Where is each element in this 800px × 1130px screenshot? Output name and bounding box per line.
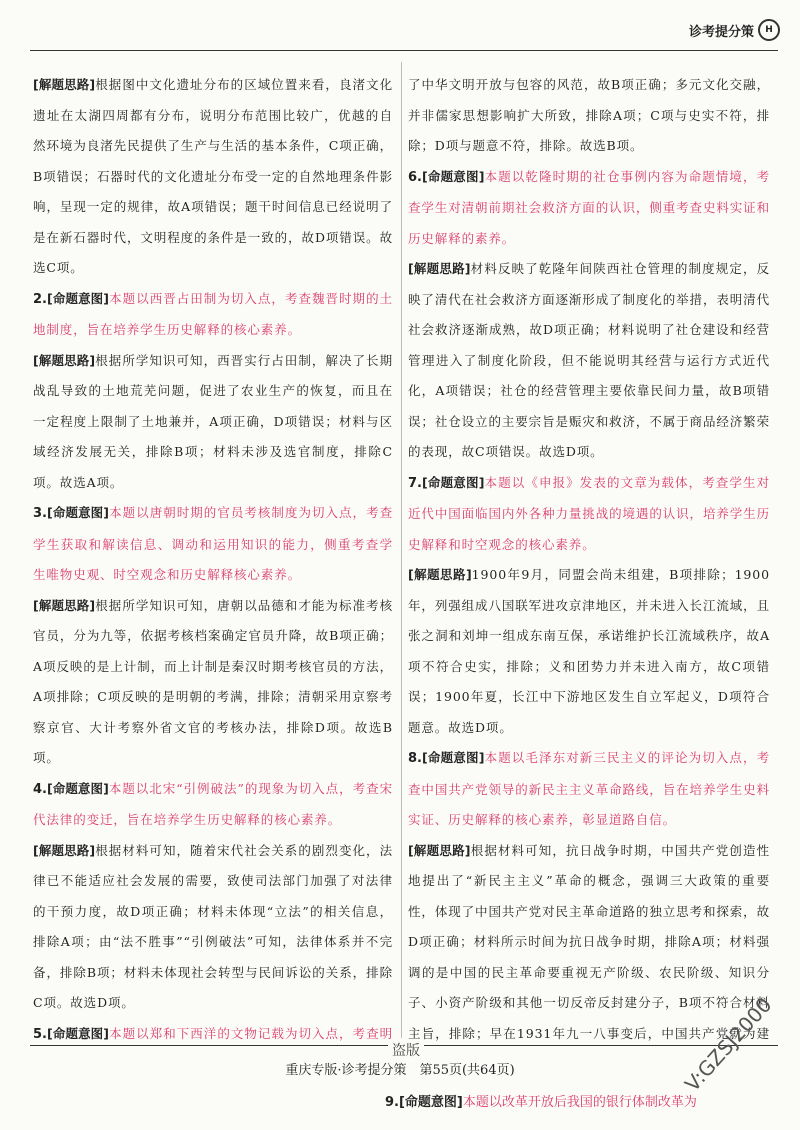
section-tag: [命题意图] bbox=[46, 505, 110, 520]
paragraph-text: 根据材料可知，随着宋代社会关系的剧烈变化，法律已不能适应社会发展的需要，致使司法部门加强了对法律的干预力度，故D项正确；材料未体现“立法”的相关信息，排除A项；由“法不胜事”“引例破法”可知，法律体系并不完备，排除B项；材料未体现社会转型与民间诉讼的关系，排除C项。故选D项。 bbox=[33, 842, 393, 1010]
question-number: 7. bbox=[408, 475, 422, 491]
question-number: 5. bbox=[33, 1026, 47, 1042]
section-tag: [解题思路] bbox=[33, 597, 96, 613]
question-number: 4. bbox=[33, 781, 47, 797]
section-tag: [解题思路] bbox=[33, 352, 96, 368]
paragraph-text: 本题以《申报》发表的文章为载体，考查学生对近代中国面临国内外各种力量挑战的境遇的认识，培养学生历史解释和时空观念的核心素养。 bbox=[408, 474, 770, 552]
intent-paragraph bbox=[33, 498, 393, 591]
brand-logo-icon: H bbox=[758, 19, 780, 41]
solution-paragraph bbox=[33, 591, 393, 774]
section-tag: [命题意图] bbox=[421, 474, 485, 490]
page-header bbox=[689, 14, 780, 46]
paragraph-text: 根据所学知识可知，唐朝以品德和才能为标准考核官员，分为九等，依据考核档案确定官员升降，故B项正确；A项反映的是上计制，而上计制是秦汉时期考核官员的方法，A项排除；C项反映的是明朝的考满，排除；清朝采用京察考察京官、大计考察外省文官的考核办法，排除D项。故选B项。 bbox=[33, 597, 393, 765]
paragraph-text: 本题以郑和下西洋的文物记载为切入点，考查明 bbox=[109, 1025, 393, 1041]
solution-paragraph bbox=[33, 70, 393, 284]
paragraph-text: 本题以唐朝时期的官员考核制度为切入点，考查学生获取和解读信息、调动和运用知识的能力，侧重考查学生唯物史观、时空观念和历史解释核心素养。 bbox=[33, 505, 393, 582]
paragraph-text: 1900年9月，同盟会尚未组建，B项排除；1900年，列强组成八国联军进攻京津地区，并未进入长江流域，且张之洞和刘坤一组成东南互保，承诺维护长江流域秩序，故A项不符合史实，排除；义和团势力并未进入南方，故C项错误；1900年夏，长江中下游地区发生自立军起义，D项符合题意。故选D项。 bbox=[408, 567, 770, 735]
intent-paragraph bbox=[408, 743, 770, 836]
section-tag: [命题意图] bbox=[398, 1095, 463, 1110]
section-tag: [解题思路] bbox=[33, 77, 96, 92]
section-tag: [解题思路] bbox=[33, 842, 96, 858]
header-rule bbox=[30, 50, 778, 51]
section-tag: [命题意图] bbox=[46, 780, 109, 796]
solution-paragraph bbox=[408, 254, 770, 468]
section-tag: [命题意图] bbox=[46, 1025, 110, 1041]
solution-paragraph bbox=[33, 346, 393, 499]
section-text: 本题以改革开放后我国的银行体制改革为 bbox=[462, 1095, 697, 1110]
paragraph-text: 根据图中文化遗址分布的区域位置来看，良渚文化遗址在太湖四周都有分布，说明分布范围比较广，优越的自然环境为良渚先民提供了生产与生活的基本条件，C项正确，B项错误；石器时代的文化遗址分布受一定的自然地理条件影响，呈现一定的规律，故A项错误；题干时间信息已经说明了是在新石器时代，文明程度的条件是一致的，故D项错误。故选C项。 bbox=[33, 77, 393, 275]
section-tag: [解题思路] bbox=[408, 842, 471, 858]
paragraph-text: 本题以乾隆时期的社仓事例内容为命题情境，考查学生对清朝前期社会救济方面的认识，侧重考查史料实证和历史解释的素养。 bbox=[408, 168, 770, 246]
section-tag: [解题思路] bbox=[408, 261, 471, 276]
section-tag: [解题思路] bbox=[408, 567, 472, 582]
question-number: 2. bbox=[33, 291, 47, 307]
section-tag: [命题意图] bbox=[46, 290, 110, 306]
page-footer: 重庆专版·诊考提分策 第55页(共64页) bbox=[285, 1063, 515, 1078]
paragraph-text: 本题以北宋“引例破法”的现象为切入点，考查宋代法律的变迁，旨在培养学生历史解释的核心素养。 bbox=[33, 780, 393, 827]
paragraph-text: 材料反映了乾隆年间陕西社仓管理的制度规定，反映了清代在社会救济方面逐渐形成了制度化的举措，表明清代社会救济逐渐成熟，故D项正确；材料说明了社仓建设和经营管理进入了制度化阶段，但不能说明其经营与运行方式近代化，A项错误；社仓的经营管理主要依靠民间力量，故B项错误；社仓设立的主要宗旨是赈灾和救济，不属于商品经济繁荣的表现，故C项错误。故选D项。 bbox=[408, 261, 770, 459]
intent-paragraph bbox=[33, 774, 393, 836]
left-column bbox=[33, 70, 393, 1042]
intent-paragraph bbox=[408, 468, 770, 561]
intent-paragraph bbox=[408, 162, 770, 255]
question-number: 6. bbox=[408, 169, 422, 185]
section-tag: [命题意图] bbox=[421, 750, 485, 765]
paragraph-text: 根据所学知识可知，西晋实行占田制，解决了长期战乱导致的土地荒芜问题，促进了农业生产的恢复，而且在一定程度上限制了土地兼并，A项正确，D项错误；材料与区域经济发展无关，排除B项；材料未涉及选官制度，排除C项。故选A项。 bbox=[33, 352, 393, 490]
brand-title: 诊考提分策 bbox=[688, 24, 754, 40]
intent-paragraph bbox=[33, 1019, 393, 1043]
paragraph-text: 根据材料可知，抗日战争时期，中国共产党创造性地提出了“新民主主义”革命的概念，强调三大政策的重要性，体现了中国共产党对民主革命道路的独立思考和探索，故D项正确；材料所示时间为抗日战争时期，排除A项；材料强调的是中国的民主革命要重视无产阶级、农民阶级、知识分子、小资产阶级和其他一切反帝反封建分子，B项不符合材料主旨，排除；早在1931年九一八事变后，中国共产党就为建 bbox=[408, 842, 770, 1041]
section-tag: [命题意图] bbox=[421, 168, 485, 184]
solution-paragraph bbox=[408, 70, 770, 162]
solution-paragraph bbox=[408, 836, 770, 1043]
solution-paragraph bbox=[33, 836, 393, 1019]
question-9-intro bbox=[385, 1091, 697, 1110]
piracy-stamp: 盗版 bbox=[388, 1040, 424, 1060]
paragraph-text: 了中华文明开放与包容的风范，故B项正确；多元文化交融，并非儒家思想影响扩大所致，排除A项；C项与史实不符，排除；D项与题意不符，排除。故选B项。 bbox=[408, 77, 770, 153]
question-number: 9. bbox=[385, 1095, 399, 1110]
question-number: 3. bbox=[33, 506, 47, 521]
question-number: 8. bbox=[408, 751, 422, 766]
paragraph-text: 本题以毛泽东对新三民主义的评论为切入点，考查中国共产党领导的新民主主义革命路线，旨在培养学生史料实证、历史解释的核心素养，彰显道路自信。 bbox=[408, 750, 770, 827]
column-divider bbox=[401, 62, 402, 1038]
intent-paragraph bbox=[33, 284, 393, 346]
paragraph-text: 本题以西晋占田制为切入点，考查魏晋时期的土地制度，旨在培养学生历史解释的核心素养。 bbox=[33, 290, 393, 337]
solution-paragraph bbox=[408, 560, 770, 743]
right-column bbox=[408, 70, 770, 1042]
watermark-text: V:GZSJ2000 bbox=[680, 992, 777, 1097]
